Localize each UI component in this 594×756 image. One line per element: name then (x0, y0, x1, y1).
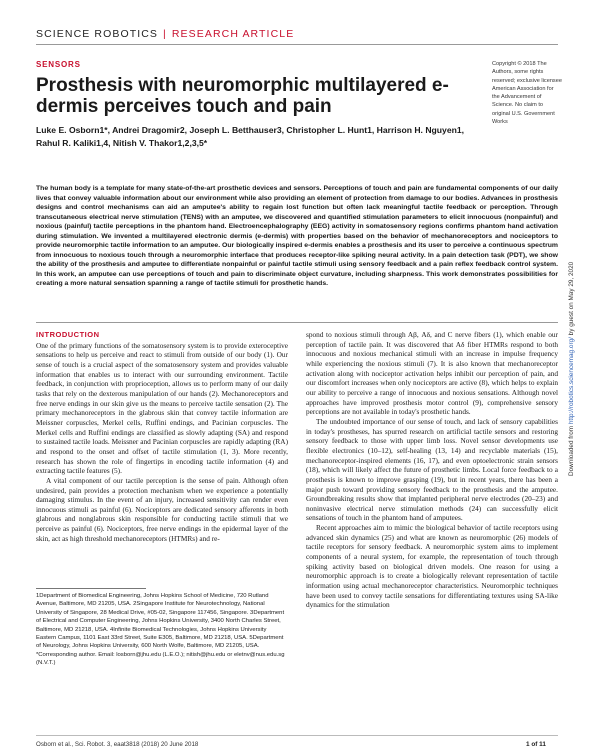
body-column-right (306, 330, 558, 610)
affiliation-text: 1Department of Biomedical Engineering, Johns Hopkins School of Medicine, 720 Rutland Avenue, Baltimore, MD 21205, USA. 2Singapore Institute for Neurotechnology, National University of Singapore, 28 Medical Drive, #05-02, Singapore 117456, Singapore. 3Department of Electrical and Computer Engineering, Johns Hopkins University, 3400 North Charles Street, Baltimore, MD 21218, USA. 4Infinite Biomedical Technologies, Johns Hopkins University Eastern Campus, 1101 East 33rd Street, Suite E305, Baltimore, MD 21218, USA. 5Department of Neurology, Johns Hopkins University, 600 North Wolfe, Baltimore, MD 21205, USA. (36, 593, 285, 650)
article-type: RESEARCH ARTICLE (171, 28, 295, 40)
footer-rule (36, 735, 558, 736)
header-rule (36, 44, 558, 45)
download-prefix: Downloaded from (568, 424, 575, 476)
journal-header (36, 28, 294, 40)
section-heading-introduction: INTRODUCTION (36, 330, 100, 339)
abstract: The human body is a template for many state-of-the-art prosthetic devices and sensors. Perceptions of touch and pain are fundamental components of our daily lives that convey valuable information about our environment while also providing an element of protection from damage to our bodies. Advances in prosthesis designs and control mechanisms can aid an amputee's ability to regain lost function but often lack meaningful tactile feedback or perception. Through transcutaneous electrical nerve stimulation (TENS) with an amputee, we discovered and quantified stimulation parameters to elicit innocuous (nonpainful) and noxious (painful) tactile perceptions in the phantom hand. Electroencephalography (EEG) activity in somatosensory regions confirms phantom hand activation during stimulation. We invented a multilayered electronic dermis (e-dermis) with properties based on the behavior of mechanoreceptors and nociceptors to provide neuromorphic tactile information to an amputee. Our biologically inspired e-dermis enables a prosthesis and its user to perceive a continuous spectrum from innocuous to noxious touch through a neuromorphic interface that produces receptor-like spiking neural activity. In a pain detection task (PDT), we show the ability of the prosthesis and amputee to differentiate nonpainful or painful tactile stimuli using sensory feedback and a pain reflex feedback control system. In this work, an amputee can use perceptions of touch and pain to discriminate object curvature, including sharpness. This work demonstrates possibilities for creating a more natural sensation spanning a range of tactile stimuli for prosthetic hands. (36, 185, 558, 288)
download-note (568, 262, 575, 476)
page-number: 1 of 11 (526, 741, 546, 748)
copyright-notice: Copyright © 2018 The Authors, some rights reserved; exclusive licensee American Association for the Advancement of Science. No claim to original U.S. Government Works (492, 61, 562, 126)
citation-footer: Osborn et al., Sci. Robot. 3, eaat3818 (2018) 20 June 2018 (36, 741, 199, 748)
article-title: Prosthesis with neuromorphic multilayered e-dermis perceives touch and pain (36, 75, 449, 117)
paragraph: A vital component of our tactile perception is the sense of pain. Although often undesired, pain provides a protection mechanism when we experience a potentially damaging stimulus. In the event of an injury, increased sensitivity can render even innocuous stimuli as painful (6). Nociceptors are dedicated sensory afferents in both glabrous and nonglabrous skin responsible for conducting tactile stimuli that we perceive as painful (6). Nociceptors, free nerve endings in the epidermal layer of the skin, act as high threshold mechanoreceptors (HTMRs) and re- (36, 475, 288, 543)
paragraph: One of the primary functions of the somatosensory system is to provide exteroceptive sensations to help us perceive and react to stimuli from outside of our body (1). Our sense of touch is a crucial aspect of the somatosensory system and provides valuable information that enables us to interact with our surrounding environment. Tactile feedback, in conjunction with proprioception, allows us to perform many of our daily tasks that rely on the dexterous manipulation of our hands (2). Mechanoreceptors and free nerve endings in our skin give us the means to perceive tactile sensation (2). The primary mechanoreceptors in the glabrous skin that convey tactile information are Meissner corpuscles, Merkel cells, Ruffini endings, and Pacinian corpuscles. The Merkel cells and Ruffini endings are classified as slowly adapting (SA) and respond to sustained tactile loads. Meissner and Pacinian corpuscles are rapidly adapting (RA) and respond to the onset and offset of tactile stimulation (1, 3). More recently, research has shown the role of fingertips in encoding tactile information (4) and extracting tactile features (5). (36, 340, 288, 476)
corresponding-author: *Corresponding author. Email: losborn@jhu.edu (L.E.O.); nitish@jhu.edu or eletnv@nus.edu.sg (N.V.T.) (36, 651, 285, 667)
header-separator: | (163, 28, 167, 40)
journal-name: SCIENCE ROBOTICS (36, 28, 159, 40)
subject-label: SENSORS (36, 60, 81, 69)
download-link[interactable]: http://robotics.sciencemag.org/ (568, 337, 575, 425)
footnote-rule (36, 588, 146, 589)
paragraph: The undoubted importance of our sense of touch, and lack of sensory capabilities in today's prostheses, has spurred research on artificial tactile sensors and restoring sensory feedback to those with upper limb loss. Novel sensor developments use flexible electronics (10–12), self-healing (13, 14) and recyclable materials (15), mechanoreceptor-inspired elements (16, 17), and even optoelectronic strain sensors (18), which will likely affect the future of prosthetic limbs. Local force feedback to a prosthesis is known to improve grasping (19), but in recent years, there has been a major push toward providing sensory feedback to the prosthesis and the amputee. Groundbreaking results show that implanted peripheral nerve electrodes (20–23) and noninvasive electrical nerve stimulation methods (24) can successfully elicit sensations of touch in the phantom hand of amputees. (306, 416, 558, 523)
author-list: Luke E. Osborn1*, Andrei Dragomir2, Joseph L. Betthauser3, Christopher L. Hunt1, Harrison H. Nguyen1, Rahul R. Kaliki1,4, Nitish V. Thakor1,2,3,5* (36, 125, 465, 148)
paragraph: Recent approaches aim to mimic the biological behavior of tactile receptors using advanced skin dynamics (25) and what are known as neuromorphic (26) models of tactile receptors for sensory feedback. A neuromorphic system aims to implement components of a neural system, for example, the representation of touch through spiking activity based on biological driven models. One reason for using a neuromorphic approach is to create a biologically relevant representation of tactile information using actual mechanoreceptor characteristics. Neuromorphic techniques have been used to convey tactile sensations for differentiating textures using SA-like dynamics for the stimulation (306, 523, 558, 610)
body-column-left (36, 330, 288, 543)
affiliations (36, 592, 288, 668)
download-suffix: by guest on May 29, 2020 (568, 261, 575, 338)
abstract-rule (36, 322, 558, 323)
paragraph: spond to noxious stimuli through Aβ, Aδ, and C nerve fibers (1), which enable our perception of tactile pain. It was discovered that Aδ fiber HTMRs respond to both innocuous and noxious mechanical stimuli with an increase in impulse frequency while experiencing the noxious stimuli (7). It is also known that mechanoreceptor activation along with nociceptor activation helps inhibit our perception of pain, and our discomfort increases when only nociceptors are active (8), which helps to explain our ability to perceive a range of innocuous and noxious sensations. Although novel approaches have improved prosthesis motor control (9), comprehensive sensory perceptions are not available in today's prosthetic hands. (306, 330, 558, 417)
